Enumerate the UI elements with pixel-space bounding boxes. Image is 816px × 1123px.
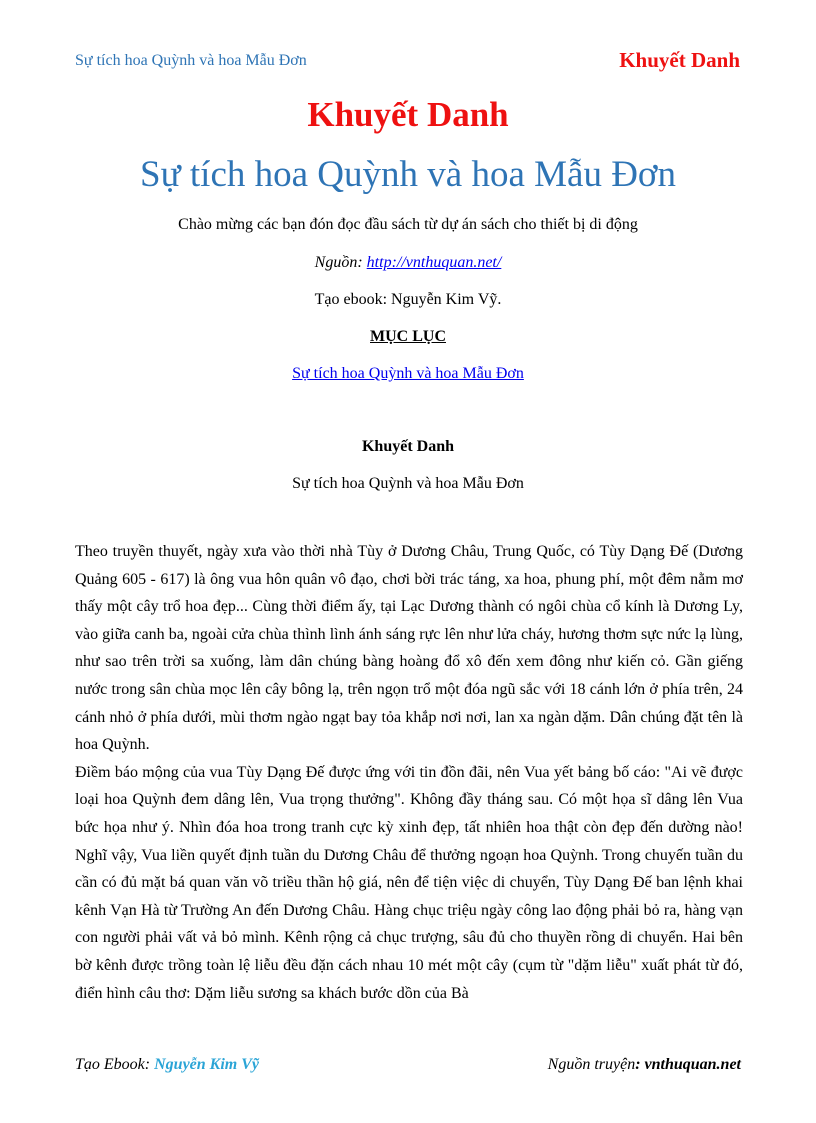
ebook-creator: Tạo ebook: Nguyễn Kim Vỹ.: [314, 291, 502, 308]
source-line: [0, 254, 816, 272]
toc-heading: MỤC LỤC: [370, 328, 446, 345]
toc-link[interactable]: Sự tích hoa Quỳnh và hoa Mẫu Đơn: [292, 365, 524, 382]
header-book-title: Sự tích hoa Quỳnh và hoa Mẫu Đơn: [75, 52, 307, 69]
body-paragraph: Theo truyền thuyết, ngày xưa vào thời nhà Tùy ở Dương Châu, Trung Quốc, có Tùy Dạng Đế (Dương Quảng 605 - 617) là ông vua hôn quân vô đạo, chơi bời trác táng, xa hoa, phung phí, một đêm nằm mơ thấy một cây trổ hoa đẹp... Cùng thời điểm ấy, tại Lạc Dương thành có ngôi chùa cổ kính là Dương Ly, vào giữa canh ba, ngoài cửa chùa thình lình ánh sáng rực lên như lửa cháy, hương thơm sực nức lạ lùng, như sao trên trời sa xuống, làm dân chúng bàng hoàng đổ xô đến xem đông như kiến cỏ. Gần giếng nước trong sân chùa mọc lên cây bông lạ, trên ngọn trổ một đóa ngũ sắc với 18 cánh lớn ở phía trên, 24 cánh nhỏ ở phía dưới, mùi thơm ngào ngạt bay tỏa khắp nơi nơi, lan xa ngàn dặm. Dân chúng đặt tên là hoa Quỳnh.: [75, 543, 743, 754]
body-paragraph: Điềm báo mộng của vua Tùy Dạng Đế được ứng với tin đồn đãi, nên Vua yết bảng bố cáo: "Ai vẽ được loại hoa Quỳnh đem dâng lên, Vua trọng thưởng". Không đầy tháng sau. Có một họa sĩ dâng lên Vua bức họa như ý. Nhìn đóa hoa trong tranh cực kỳ xinh đẹp, tất nhiên hoa thật còn đẹp đến dường nào! Nghĩ vậy, Vua liền quyết định tuần du Dương Châu để thưởng ngoạn hoa Quỳnh. Trong chuyến tuần du cần có đủ mặt bá quan văn võ triều thần hộ giá, nên để tiện việc di chuyển, Tùy Dạng Đế ban lệnh khai kênh Vạn Hà từ Trường An đến Dương Châu. Hàng chục triệu ngày công lao động phải bỏ ra, hàng vạn con người phải vất vả bỏ mình. Kênh rộng cả chục trượng, sâu đủ cho thuyền rồng di chuyển. Hai bên bờ kênh được trồng toàn lệ liễu đều đặn cách nhau 10 mét một cây (cụm từ "dặm liễu" xuất phát từ đó, điển hình câu thơ: Dặm liễu sương sa khách bước dồn của Bà: [75, 763, 743, 1002]
footer-creator-name: Nguyễn Kim Vỹ: [154, 1056, 259, 1073]
section-author: Khuyết Danh: [361, 438, 455, 455]
section-title: Sự tích hoa Quỳnh và hoa Mẫu Đơn: [292, 475, 524, 492]
toc-item: [0, 365, 816, 383]
source-label: Nguồn:: [314, 254, 367, 271]
footer-left-label: Tạo Ebook: [75, 1056, 145, 1073]
document-book-title: Sự tích hoa Quỳnh và hoa Mẫu Đơn: [140, 154, 676, 195]
footer-source-site: vnthuquan.net: [644, 1056, 741, 1073]
welcome-text: Chào mừng các bạn đón đọc đầu sách từ dự án sách cho thiết bị di động: [178, 216, 638, 233]
story-body: [75, 538, 743, 1007]
footer-ebook-credit: [75, 1056, 259, 1074]
footer-left-sep: :: [144, 1056, 155, 1073]
footer-source-credit: [548, 1056, 741, 1074]
footer-right-label: Nguồn truyện: [547, 1056, 636, 1073]
header-author: Khuyết Danh: [619, 48, 740, 72]
document-author-title: Khuyết Danh: [307, 95, 509, 134]
footer-right-sep: :: [635, 1056, 645, 1073]
source-link[interactable]: http://vnthuquan.net/: [366, 254, 502, 271]
